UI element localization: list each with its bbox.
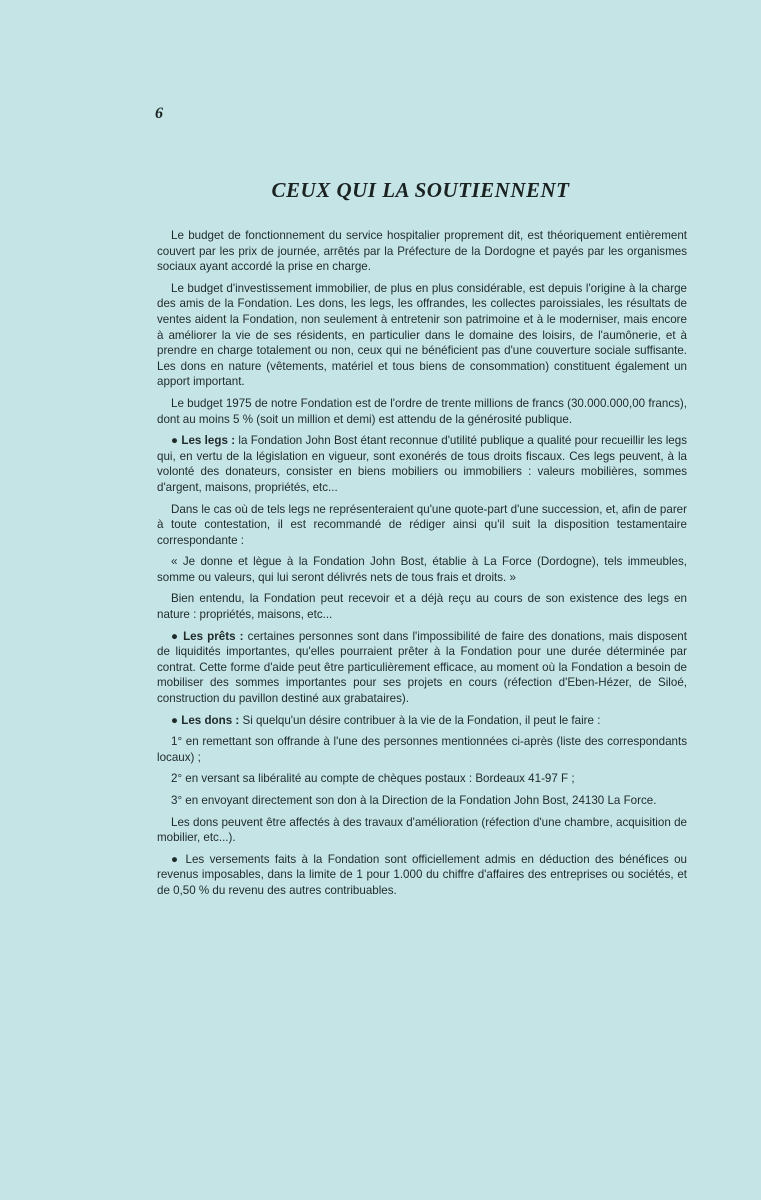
legs-heading: Les legs : [181,434,236,448]
paragraph-dons-affectes: Les dons peuvent être affectés à des travaux d'amélioration (réfection d'une chambre, acquisition de mobilier, etc...). [157,815,687,845]
bullet-icon: ● [171,629,179,643]
paragraph-testament-formula: « Je donne et lègue à la Fondation John Bost, établie à La Force (Dordogne), tels immeubles, somme ou valeurs, qui lui seront délivrés nets de tous frais et droits. » [157,555,687,584]
paragraph-budget-1975: Le budget 1975 de notre Fondation est de l'ordre de trente millions de francs (30.000.000,00 francs), dont au moins 5 % (soit un million et demi) est attendu de la générosité publique. [157,396,687,426]
page-number: 6 [155,105,163,122]
paragraph-dons-option-1: 1° en remettant son offrande à l'une des personnes mentionnées ci-après (liste des correspondants locaux) ; [157,735,687,764]
paragraph-dons [157,713,687,729]
paragraph-dons-option-3: 3° en envoyant directement son don à la Direction de la Fondation John Bost, 24130 La Force. [171,794,657,807]
dons-text: Si quelqu'un désire contribuer à la vie de la Fondation, il peut le faire : [239,713,601,727]
paragraph-legs-nature: Bien entendu, la Fondation peut recevoir et a déjà reçu au cours de son existence des legs en nature : propriétés, maisons, etc... [157,592,687,622]
versements-text: Les versements faits à la Fondation sont officiellement admis en déduction des bénéfices ou revenus imposables, dans la limite de 1 pour 1.000 du chiffre d'affaires des entreprises ou sociétés, et de 0,50 % du revenu des autres contribuables. [157,852,687,897]
bullet-icon: ● [171,713,179,727]
body-text [157,228,687,905]
paragraph-budget-investissement: Le budget d'investissement immobilier, de plus en plus considérable, est depuis l'origine à la charge des amis de la Fondation. Les dons, les legs, les offrandes, les collectes paroissiales, les résultats de ventes aident la Fondation, non seulement à entretenir son patrimoine et à le moderniser, mais encore à améliorer la vie de ses résidents, en particulier dans le domaine des loisirs, de l'aumônerie, et à prendre en charge totalement ou non, ceux qui ne bénéficient pas d'une couverture sociale suffisante. Les dons en nature (vêtements, matériel et tous biens de consommation) constituent également un apport important. [157,281,687,389]
paragraph-quote-part: Dans le cas où de tels legs ne représenteraient qu'une quote-part d'une succession, et, afin de parer à toute contestation, il est recommandé de rédiger ainsi qu'il suit la disposition testamentaire correspondante : [157,502,687,547]
bullet-icon: ● [171,434,179,448]
prets-text: certaines personnes sont dans l'impossibilité de faire des donations, mais disposent de liquidités importantes, qu'elles pourraient prêter à la Fondation pour une durée déterminée par contrat. Cette forme d'aide peut être particulièrement efficace, au moment où la Fondation a besoin de mobiliser des sommes importantes pour ses projets en cours (réfection d'Eben-Hézer, de Siloé, construction du pavillon destiné aux grabataires). [157,629,687,706]
dons-heading: Les dons : [181,713,240,727]
paragraph-budget-fonctionnement: Le budget de fonctionnement du service hospitalier proprement dit, est théoriquement entièrement couvert par les prix de journée, arrêtés par la Préfecture de la Dordogne et payés par les organismes sociaux ayant accordé la prise en charge. [157,229,687,274]
paragraph-prets [157,629,687,707]
legs-text: la Fondation John Bost étant reconnue d'utilité publique a qualité pour recueillir les legs qui, en vertu de la législation en vigueur, sont exonérés de tous droits fiscaux. Ces legs peuvent, à la volonté des donateurs, consister en biens mobiliers ou immobiliers : valeurs mobilières, sommes d'argent, maisons, propriétés, etc... [157,434,687,494]
bullet-icon: ● [171,852,181,866]
page-title: CEUX QUI LA SOUTIENNENT [271,178,570,202]
paragraph-legs [157,433,687,495]
paragraph-versements [157,852,687,899]
paragraph-dons-option-2: 2° en versant sa libéralité au compte de chèques postaux : Bordeaux 41-97 F ; [171,772,575,786]
prets-heading: Les prêts : [183,629,244,643]
